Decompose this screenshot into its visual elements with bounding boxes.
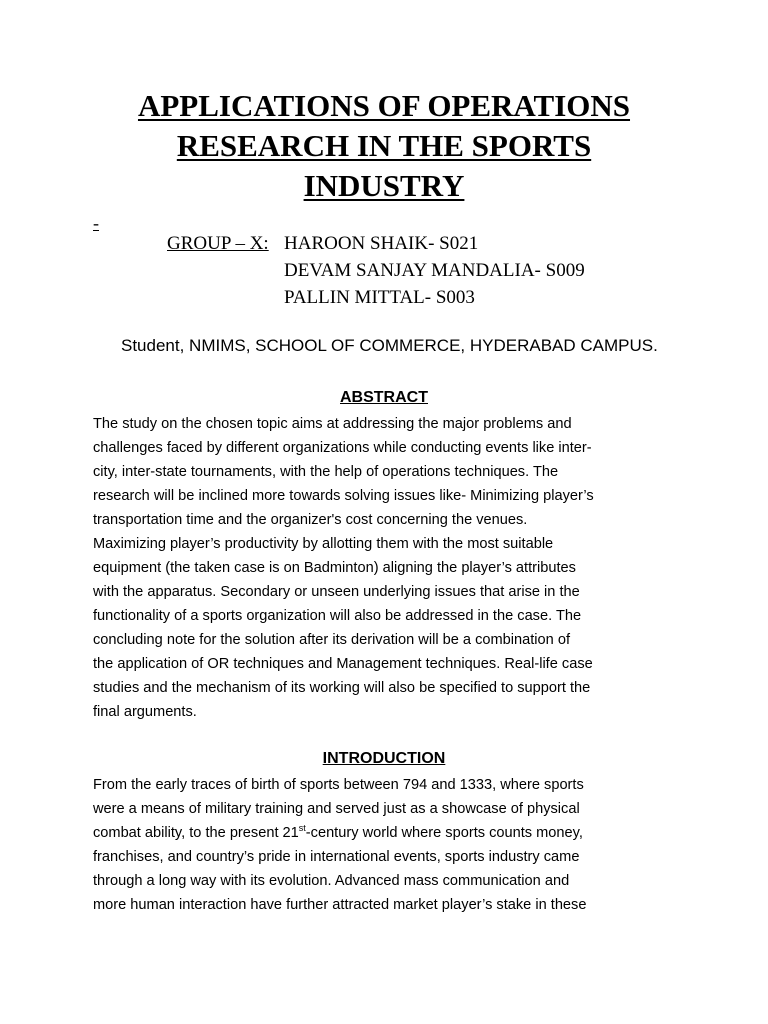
- paragraph-line: Maximizing player’s productivity by allotting them with the most suitable: [93, 536, 554, 552]
- paragraph-line: The study on the chosen topic aims at addressing the major problems and: [93, 416, 572, 432]
- group-member: DEVAM SANJAY MANDALIA- S009: [284, 260, 585, 281]
- paragraph-line: research will be inclined more towards solving issues like- Minimizing player’s: [93, 488, 594, 504]
- paragraph-line: transportation time and the organizer's cost concerning the venues.: [93, 512, 528, 528]
- paragraph-line: functionality of a sports organization will also be addressed in the case. The: [93, 608, 582, 624]
- line-text: combat ability, to the present 21: [93, 825, 299, 841]
- ordinal-superscript: st: [298, 823, 306, 834]
- paragraph-line: challenges faced by different organizations while conducting events like inter-: [93, 440, 592, 456]
- paragraph-line: the application of OR techniques and Management techniques. Real-life case: [93, 656, 593, 672]
- paragraph-line: were a means of military training and served just as a showcase of physical: [93, 801, 580, 817]
- paragraph-line: final arguments.: [93, 704, 197, 720]
- group-member: PALLIN MITTAL- S003: [284, 287, 475, 308]
- paragraph-line: studies and the mechanism of its working will also be specified to support the: [93, 680, 591, 696]
- title-line: RESEARCH IN THE SPORTS: [176, 128, 592, 163]
- group-member: HAROON SHAIK- S021: [284, 233, 479, 254]
- paragraph-line: equipment (the taken case is on Badminton) aligning the player’s attributes: [93, 560, 576, 576]
- paragraph-line: city, inter-state tournaments, with the help of operations techniques. The: [93, 464, 559, 480]
- paragraph-line: concluding note for the solution after its derivation will be a combination of: [93, 632, 571, 648]
- paragraph-line: more human interaction have further attracted market player’s stake in these: [93, 897, 587, 913]
- paragraph-line: franchises, and country’s pride in international events, sports industry came: [93, 849, 580, 865]
- paragraph-line: [93, 821, 693, 845]
- introduction-paragraph: [93, 773, 693, 917]
- introduction-heading: INTRODUCTION: [322, 750, 446, 767]
- group-label: GROUP – X:: [167, 233, 269, 254]
- line-text: -century world where sports counts money,: [305, 825, 583, 841]
- title-line: INDUSTRY: [303, 168, 465, 203]
- abstract-heading: ABSTRACT: [340, 389, 428, 406]
- title-line: APPLICATIONS OF OPERATIONS: [137, 88, 631, 123]
- paragraph-line: with the apparatus. Secondary or unseen underlying issues that arise in the: [93, 584, 580, 600]
- paragraph-line: through a long way with its evolution. Advanced mass communication and: [93, 873, 570, 889]
- abstract-paragraph: [93, 412, 693, 724]
- paragraph-line: From the early traces of birth of sports between 794 and 1333, where sports: [93, 777, 584, 793]
- underlined-dash: -: [93, 213, 99, 233]
- author-affiliation: Student, NMIMS, SCHOOL OF COMMERCE, HYDERABAD CAMPUS.: [121, 336, 658, 355]
- document-title: [60, 86, 708, 206]
